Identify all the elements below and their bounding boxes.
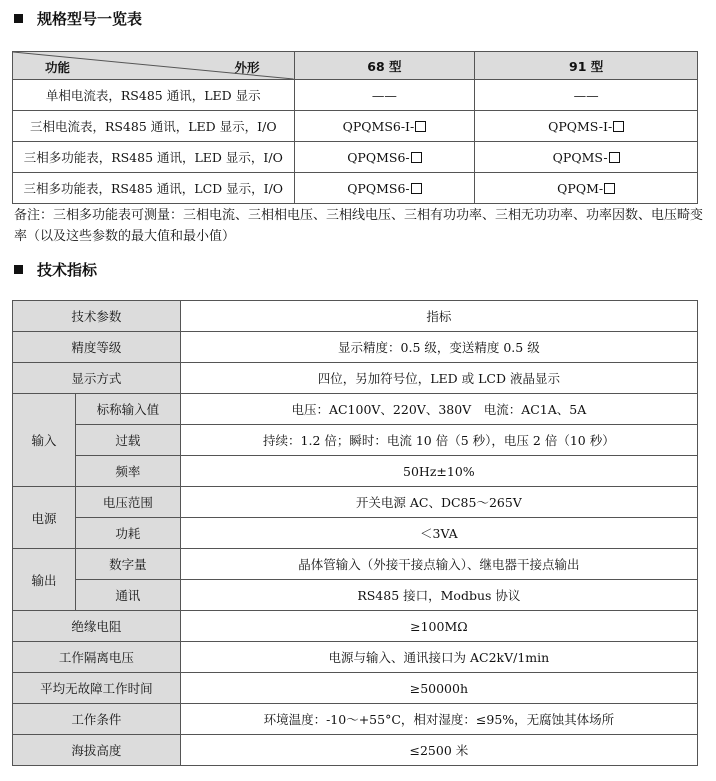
model-68-cell xyxy=(294,142,475,173)
table-row xyxy=(13,363,698,394)
param-value: 开关电源 AC、DC85～265V xyxy=(180,487,697,518)
table-row xyxy=(13,80,698,111)
group-label: 输出 xyxy=(13,549,76,611)
square-bullet-icon xyxy=(14,14,23,23)
table-row xyxy=(13,142,698,173)
param-label: 通讯 xyxy=(75,580,180,611)
header-91: 91 型 xyxy=(475,52,698,80)
param-label: 频率 xyxy=(75,456,180,487)
param-label: 平均无故障工作时间 xyxy=(13,673,181,704)
table-row xyxy=(13,735,698,766)
func-cell: 三相多功能表，RS485 通讯，LED 显示，I/O xyxy=(13,142,295,173)
table-row xyxy=(13,332,698,363)
model-code: QPQM- xyxy=(557,180,604,196)
note-text: 备注：三相多功能表可测量：三相电流、三相相电压、三相线电压、三相有功功率、三相无功功率、功率因数、电压畸变率（以及这些参数的最大值和最小值） xyxy=(14,208,704,244)
param-value: 电压：AC100V、220V、380V 电流：AC1A、5A xyxy=(180,394,697,425)
group-label: 输入 xyxy=(13,394,76,487)
header-shape: 外形 xyxy=(234,60,260,75)
param-label: 过载 xyxy=(75,425,180,456)
checkbox-square-icon xyxy=(411,183,422,194)
param-value: 四位，另加符号位，LED 或 LCD 液晶显示 xyxy=(180,363,697,394)
table-row xyxy=(13,173,698,204)
param-value: 晶体管输入（外接干接点输入）、继电器干接点输出 xyxy=(180,549,697,580)
param-label: 工作隔离电压 xyxy=(13,642,181,673)
param-label: 标称输入值 xyxy=(75,394,180,425)
model-code: QPQMS6-I- xyxy=(342,118,415,134)
model-code: QPQMS6- xyxy=(347,180,410,196)
param-value: ≥100MΩ xyxy=(180,611,697,642)
header-func: 功能 xyxy=(45,60,71,75)
table-row xyxy=(13,580,698,611)
table-row xyxy=(13,611,698,642)
checkbox-square-icon xyxy=(415,121,426,132)
param-label: 绝缘电阻 xyxy=(13,611,181,642)
header-param: 技术参数 xyxy=(13,301,181,332)
model-code: QPQMS- xyxy=(552,149,608,165)
param-label: 数字量 xyxy=(75,549,180,580)
header-68: 68 型 xyxy=(294,52,475,80)
param-label: 电压范围 xyxy=(75,487,180,518)
model-91-cell xyxy=(475,173,698,204)
param-label: 精度等级 xyxy=(13,332,181,363)
checkbox-square-icon xyxy=(604,183,615,194)
checkbox-square-icon xyxy=(613,121,624,132)
func-cell: 三相多功能表，RS485 通讯，LCD 显示，I/O xyxy=(13,173,295,204)
param-value: 环境温度：-10～+55°C，相对湿度：≤95%，无腐蚀其体场所 xyxy=(180,704,697,735)
table-row xyxy=(13,456,698,487)
param-value: ＜3VA xyxy=(180,518,697,549)
model-91-cell: —— xyxy=(475,80,698,111)
param-label: 功耗 xyxy=(75,518,180,549)
table-row xyxy=(13,549,698,580)
tech-specs-table xyxy=(12,300,698,766)
model-68-cell xyxy=(294,111,475,142)
spec-table xyxy=(12,51,698,204)
param-value: 电源与输入、通讯接口为 AC2kV/1min xyxy=(180,642,697,673)
checkbox-square-icon xyxy=(411,152,422,163)
func-cell: 三相电流表，RS485 通讯，LED 显示，I/O xyxy=(13,111,295,142)
table-row xyxy=(13,487,698,518)
model-68-cell: —— xyxy=(294,80,475,111)
table-header-row xyxy=(13,301,698,332)
table-row xyxy=(13,518,698,549)
param-value: 持续：1.2 倍；瞬时：电流 10 倍（5 秒），电压 2 倍（10 秒） xyxy=(180,425,697,456)
diagonal-header-cell xyxy=(13,52,295,80)
model-code: QPQMS6- xyxy=(347,149,410,165)
table-header-row xyxy=(13,52,698,80)
table-row xyxy=(13,425,698,456)
table-row xyxy=(13,673,698,704)
param-value: RS485 接口，Modbus 协议 xyxy=(180,580,697,611)
section-title: 技术指标 xyxy=(37,261,98,279)
param-label: 工作条件 xyxy=(13,704,181,735)
model-code: QPQMS-I- xyxy=(548,118,613,134)
param-value: ≤2500 米 xyxy=(180,735,697,766)
model-68-cell xyxy=(294,173,475,204)
param-value: 显示精度：0.5 级，变送精度 0.5 级 xyxy=(180,332,697,363)
func-cell: 单相电流表，RS485 通讯，LED 显示 xyxy=(13,80,295,111)
model-91-cell xyxy=(475,142,698,173)
param-value: ≥50000h xyxy=(180,673,697,704)
checkbox-square-icon xyxy=(609,152,620,163)
group-label: 电源 xyxy=(13,487,76,549)
param-value: 50Hz±10% xyxy=(180,456,697,487)
table-row xyxy=(13,704,698,735)
param-label: 显示方式 xyxy=(13,363,181,394)
section-heading-spec xyxy=(14,8,142,29)
section-heading-tech xyxy=(14,259,97,280)
table-row xyxy=(13,394,698,425)
table-row xyxy=(13,111,698,142)
model-91-cell xyxy=(475,111,698,142)
table-row xyxy=(13,642,698,673)
param-label: 海拔高度 xyxy=(13,735,181,766)
section-title: 规格型号一览表 xyxy=(37,10,143,28)
header-value: 指标 xyxy=(180,301,697,332)
square-bullet-icon xyxy=(14,265,23,274)
